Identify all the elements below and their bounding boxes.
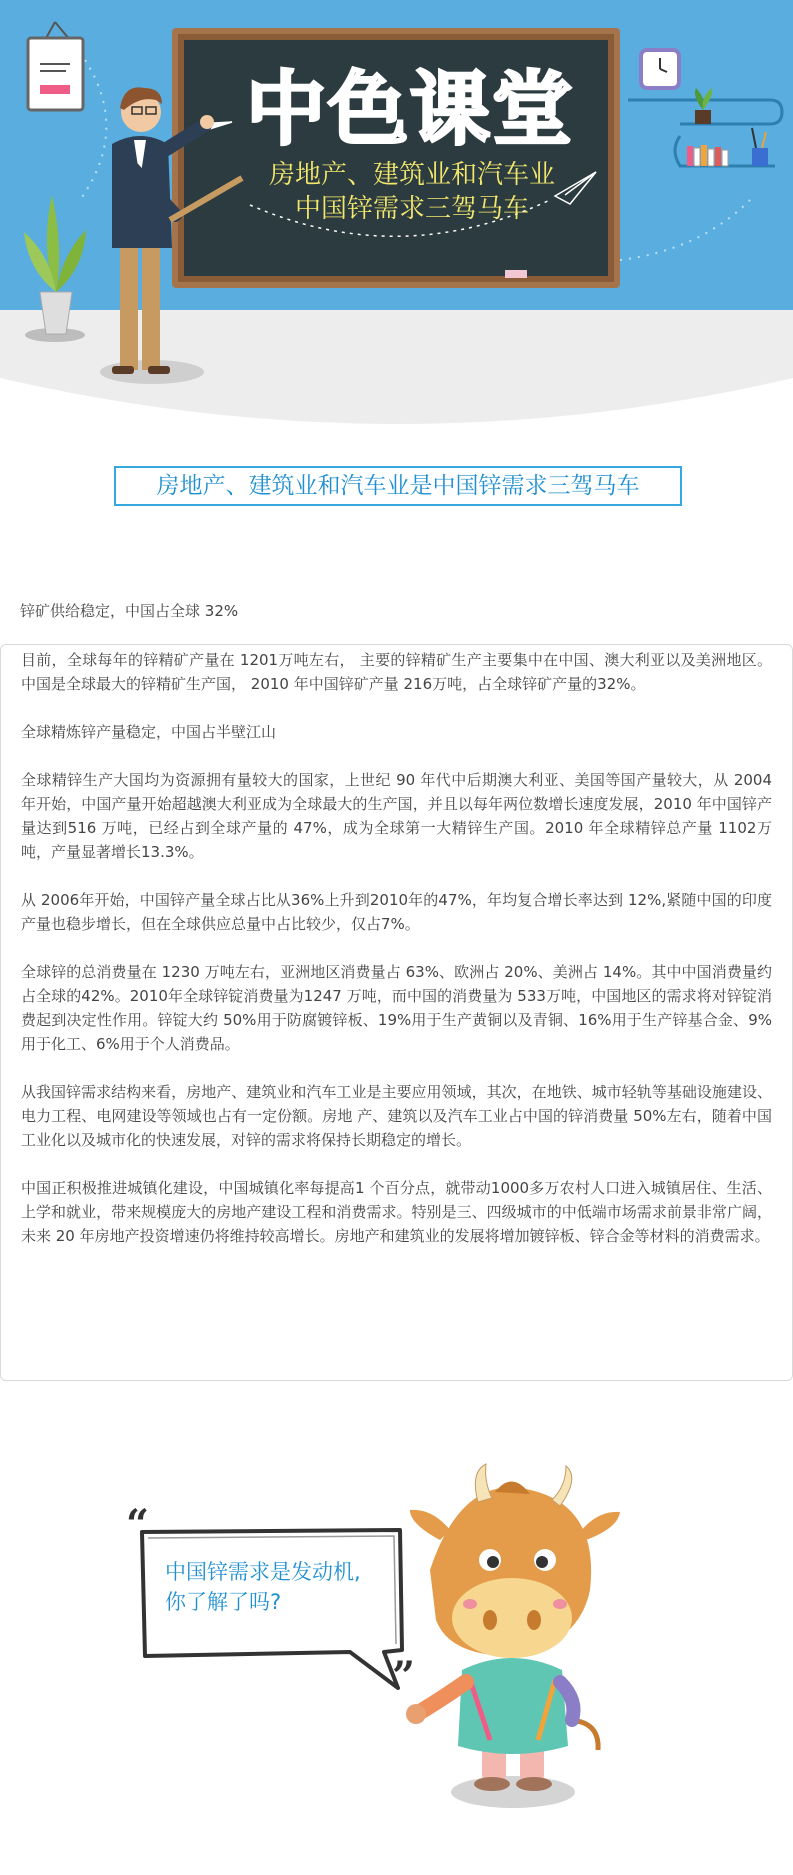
paragraph: 从 2006年开始，中国锌产量全球占比从36%上升到2010年的47%，年均复合增长率达到 12%,紧随中国的印度产量也稳步增长，但在全球供应总量中占比较少，仅占7%。 <box>21 891 772 933</box>
paragraph: 从我国锌需求结构来看，房地产、建筑业和汽车工业是主要应用领域，其次，在地铁、城市轻轨等基础设施建设、电力工程、电网建设等领域也占有一定份额。房地 产、建筑以及汽车工业占中国的锌消费量 50%左右，随着中国工业化以及城市化的快速发展，对锌的需求将保持长期稳定的增长。 <box>21 1083 772 1149</box>
quote-close-icon: ” <box>392 1653 416 1700</box>
paragraph: 全球锌的总消费量在 1230 万吨左右，亚洲地区消费量占 63%、欧洲占 20%、美洲占 14%。其中中国消费量约占全球的42%。2010年全球锌锭消费量为1247 万吨，而中国的消费量为 533万吨，中国地区的需求将对锌锭消费起到决定性作用。锌锭大约 50%用于防腐镀锌板、19%用于生产黄铜以及青铜、16%用于生产锌基合金、9%用于化工、6%用于个人消费品。 <box>21 963 772 1053</box>
clock-icon <box>641 50 679 88</box>
section-heading: 房地产、建筑业和汽车业是中国锌需求三驾马车 <box>114 466 682 506</box>
board-subtitle-line2: 中国锌需求三驾马车 <box>294 194 529 224</box>
hero-banner <box>0 0 793 440</box>
board-subtitle-line1: 房地产、建筑业和汽车业 <box>268 160 555 190</box>
quote-open-icon: “ <box>126 1501 150 1548</box>
paragraph: 全球精锌生产大国均为资源拥有量较大的国家，上世纪 90 年代中后期澳大利亚、美国等国产量较大，从 2004 年开始，中国产量开始超越澳大利亚成为全球最大的生产国，并且以每年两位数增长速度发展，2010 年中国锌产量达到516 万吨，已经占到全球产量的 47%，成为全球第一大精锌生产国。2010 年全球精锌总产量 1102万吨，产量显著增长13.3%。 <box>21 771 772 861</box>
bubble-line1: 中国锌需求是发动机, <box>165 1560 361 1584</box>
board-title: 中色课堂 <box>246 63 574 156</box>
lead-line: 锌矿供给稳定，中国占全球 32% <box>20 602 239 620</box>
article-content-box <box>0 644 793 1381</box>
mascot-illustration <box>0 1420 793 1840</box>
paragraph: 目前，全球每年的锌精矿产量在 1201万吨左右， 主要的锌精矿生产主要集中在中国、澳大利亚以及美洲地区。中国是全球最大的锌精矿生产国， 2010 年中国锌矿产量 216万吨，占全球锌矿产量的32%。 <box>21 651 772 693</box>
speech-bubble-text <box>165 1557 361 1617</box>
paragraph-subheading: 全球精炼锌产量稳定，中国占半壁江山 <box>21 723 277 741</box>
paragraph: 中国正积极推进城镇化建设，中国城镇化率每提高1 个百分点，就带动1000多万农村人口进入城镇居住、生活、上学和就业，带来规模庞大的房地产建设工程和消费需求。特别是三、四级城市的中低端市场需求前景非常广阔，未来 20 年房地产投资增速仍将维持较高增长。房地产和建筑业的发展将增加镀锌板、锌合金等材料的消费需求。 <box>21 1179 772 1245</box>
cow-mascot <box>406 1464 620 1808</box>
bubble-line2: 你了解了吗? <box>165 1590 282 1614</box>
